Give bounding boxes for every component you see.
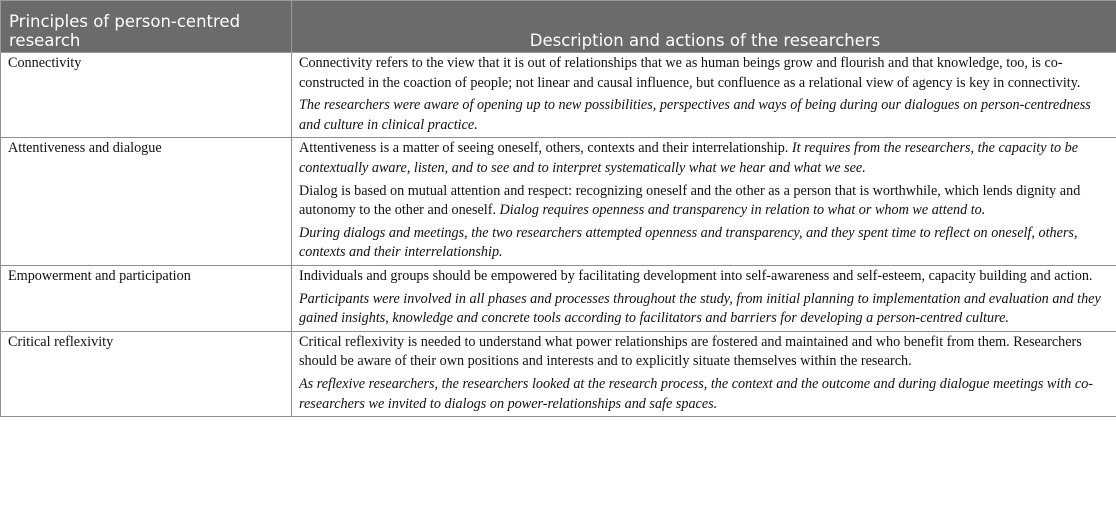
description-italic: It requires from the researchers, the capacity to be contextually aware, listen, and to see and to interpret systematically what we hear and what we see. (299, 140, 1079, 176)
researcher-action-text: As reflexive researchers, the researchers looked at the research process, the context and the outcome and during dialogue meetings with co-researchers we invited to dialogs on power-relationships and safe spaces. (299, 375, 1094, 412)
header-description: Description and actions of the researchers (292, 1, 1116, 53)
description-plain: Dialog is based on mutual attention and respect: recognizing oneself and the other as a person that is worthwhile, which lends dignity and autonomy to the other and oneself. (299, 182, 1081, 219)
description-cell (292, 265, 1116, 331)
header-principles: Principles of person-centred research (1, 1, 292, 53)
table-row (1, 265, 1116, 331)
table-row (1, 138, 1116, 266)
principle-cell: Connectivity (1, 53, 292, 138)
researcher-action-text: The researchers were aware of opening up to new possibilities, perspectives and ways of being during our dialogues on person-centredness and culture in clinical practice. (299, 97, 1091, 133)
principle-cell: Critical reflexivity (1, 331, 292, 416)
description-italic: Dialog requires openness and transparency in relation to what or whom we attend to. (499, 202, 986, 219)
description-text: Connectivity refers to the view that it is out of relationships that we as human beings grow and flourish and that knowledge, too, is co-constructed in the coaction of people; not linear and causal influence, but confluence as a relational view of agency is key in connectivity. (299, 55, 1081, 91)
principle-cell: Empowerment and participation (1, 265, 292, 331)
table-row (1, 331, 1116, 416)
header-row (1, 1, 1116, 53)
table-row (1, 53, 1116, 138)
description-text: Critical reflexivity is needed to understand what power relationships are fostered and maintained and who benefit from them. Researchers should be aware of their own positions and interests and to explicitly situate themselves within the research. (299, 333, 1082, 370)
description-text (299, 182, 1110, 221)
description-cell (292, 53, 1116, 138)
description-plain: Attentiveness is a matter of seeing oneself, others, contexts and their interrelationship. (299, 140, 792, 157)
description-cell (292, 138, 1116, 266)
researcher-action-text: During dialogs and meetings, the two researchers attempted openness and transparency, and they spent time to reflect on oneself, others, contexts and their interrelationship. (299, 224, 1078, 261)
description-text: Individuals and groups should be empowered by facilitating development into self-awareness and self-esteem, capacity building and action. (299, 267, 1093, 284)
principle-cell: Attentiveness and dialogue (1, 138, 292, 266)
researcher-action-text: Participants were involved in all phases and processes throughout the study, from initial planning to implementation and evaluation and they gained insights, knowledge and concrete tools according to facilitators and barriers for developing a person-centred culture. (299, 290, 1101, 327)
description-cell (292, 331, 1116, 416)
description-text (299, 139, 1110, 178)
